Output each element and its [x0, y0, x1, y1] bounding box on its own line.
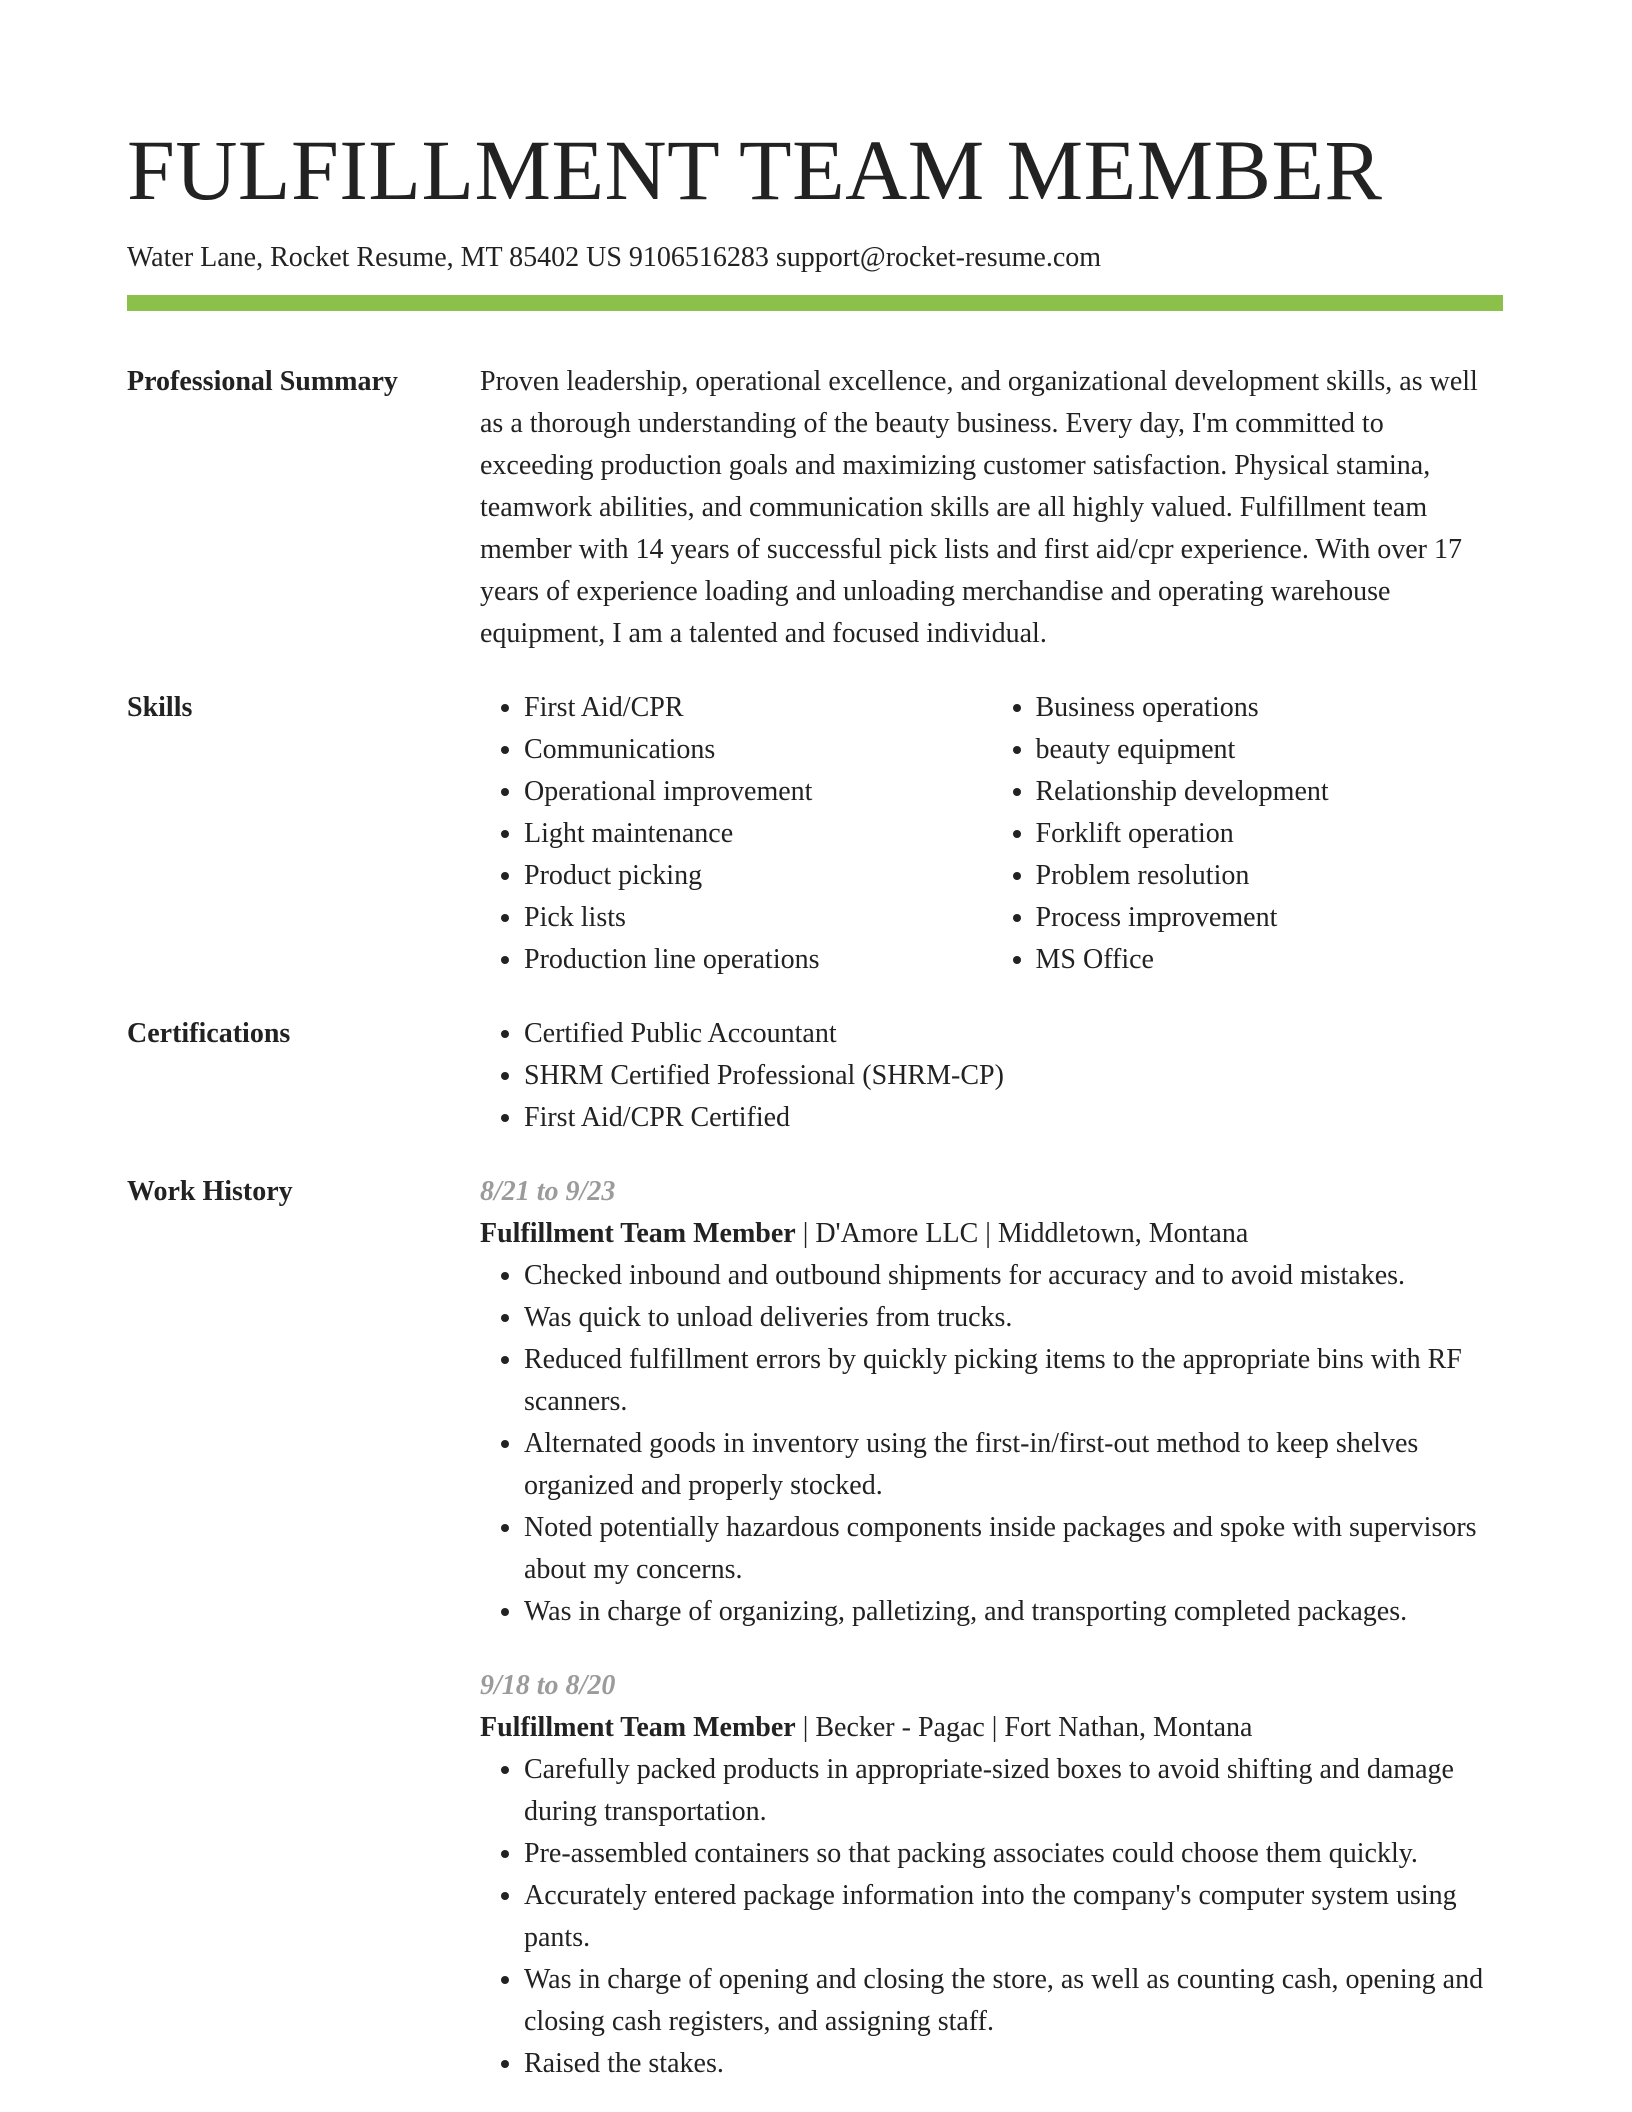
job-bullet: • Was in charge of opening and closing the store, as well as counting cash, opening and closing cash registers, and assigning staff. — [524, 1959, 1503, 2043]
skill-item: • Communications — [524, 729, 992, 771]
skills-section — [127, 687, 1503, 981]
job-bullet: • Was in charge of organizing, palletizing, and transporting completed packages. — [524, 1591, 1503, 1633]
job-bullet: • Noted potentially hazardous components inside packages and spoke with supervisors about my concerns. — [524, 1507, 1503, 1591]
certifications-section — [127, 1013, 1503, 1139]
resume-title: FULFILLMENT TEAM MEMBER — [127, 122, 1383, 218]
skill-item: • Problem resolution — [1036, 855, 1504, 897]
skill-item: • Process improvement — [1036, 897, 1504, 939]
work-history-body — [480, 1171, 1503, 2085]
job-title: Fulfillment Team Member — [480, 1712, 796, 1743]
skill-item: • Light maintenance — [524, 813, 992, 855]
certifications-body — [480, 1013, 1503, 1139]
job-heading — [480, 1707, 1503, 1749]
job-details: | Becker - Pagac | Fort Nathan, Montana — [795, 1712, 1253, 1743]
accent-divider — [127, 295, 1503, 311]
skill-item: • MS Office — [1036, 939, 1504, 981]
skill-item: • Product picking — [524, 855, 992, 897]
job-bullet: • Alternated goods in inventory using the first-in/first-out method to keep shelves organized and properly stocked. — [524, 1423, 1503, 1507]
summary-section — [127, 361, 1503, 655]
job-bullet: • Was quick to unload deliveries from trucks. — [524, 1297, 1503, 1339]
resume-page — [127, 0, 1503, 2085]
job-bullet: • Reduced fulfillment errors by quickly picking items to the appropriate bins with RF scanners. — [524, 1339, 1503, 1423]
section-title: Work History — [127, 1176, 293, 1207]
skill-item: • Relationship development — [1036, 771, 1504, 813]
job-bullet: • Raised the stakes. — [524, 2043, 1503, 2085]
job-dates: 8/21 to 9/23 — [480, 1176, 616, 1207]
certification-item: • SHRM Certified Professional (SHRM-CP) — [524, 1055, 1503, 1097]
skill-item: • Operational improvement — [524, 771, 992, 813]
skill-item: • First Aid/CPR — [524, 687, 992, 729]
skills-right-list — [992, 687, 1504, 981]
job-bullet: • Accurately entered package information into the company's computer system using pants. — [524, 1875, 1503, 1959]
job-bullet: • Pre-assembled containers so that packing associates could choose them quickly. — [524, 1833, 1503, 1875]
skill-item: • Business operations — [1036, 687, 1504, 729]
certifications-list — [480, 1013, 1503, 1139]
certification-item: • First Aid/CPR Certified — [524, 1097, 1503, 1139]
job-heading — [480, 1213, 1503, 1255]
job-bullet: • Carefully packed products in appropriate-sized boxes to avoid shifting and damage during transportation. — [524, 1749, 1503, 1833]
work-history-section — [127, 1171, 1503, 2085]
job-dates: 9/18 to 8/20 — [480, 1670, 616, 1701]
job-bullets — [480, 1749, 1503, 2085]
certification-item: • Certified Public Accountant — [524, 1013, 1503, 1055]
job-entry — [480, 1665, 1503, 2085]
job-bullets — [480, 1255, 1503, 1633]
summary-text: Proven leadership, operational excellence, and organizational development skills, as well as a thorough understanding of the beauty business. Every day, I'm committed to exceeding production goals and maximizing customer satisfaction. Physical stamina, teamwork abilities, and communication skills are all highly valued. Fulfillment team member with 14 years of successful pick lists and first aid/cpr experience. With over 17 years of experience loading and unloading merchandise and operating warehouse equipment, I am a talented and focused individual. — [480, 366, 1478, 649]
job-details: | D'Amore LLC | Middletown, Montana — [795, 1218, 1249, 1249]
skills-left-list — [480, 687, 992, 981]
contact-line: Water Lane, Rocket Resume, MT 85402 US 9106516283 support@rocket-resume.com — [127, 242, 1102, 273]
skill-item: • Forklift operation — [1036, 813, 1504, 855]
section-title: Skills — [127, 692, 193, 723]
section-title: Certifications — [127, 1018, 291, 1049]
job-title: Fulfillment Team Member — [480, 1218, 796, 1249]
skill-item: • beauty equipment — [1036, 729, 1504, 771]
job-entry — [480, 1171, 1503, 1633]
section-title: Professional Summary — [127, 366, 398, 397]
skill-item: • Pick lists — [524, 897, 992, 939]
skill-item: • Production line operations — [524, 939, 992, 981]
skills-columns — [480, 687, 1503, 981]
job-bullet: • Checked inbound and outbound shipments for accuracy and to avoid mistakes. — [524, 1255, 1503, 1297]
